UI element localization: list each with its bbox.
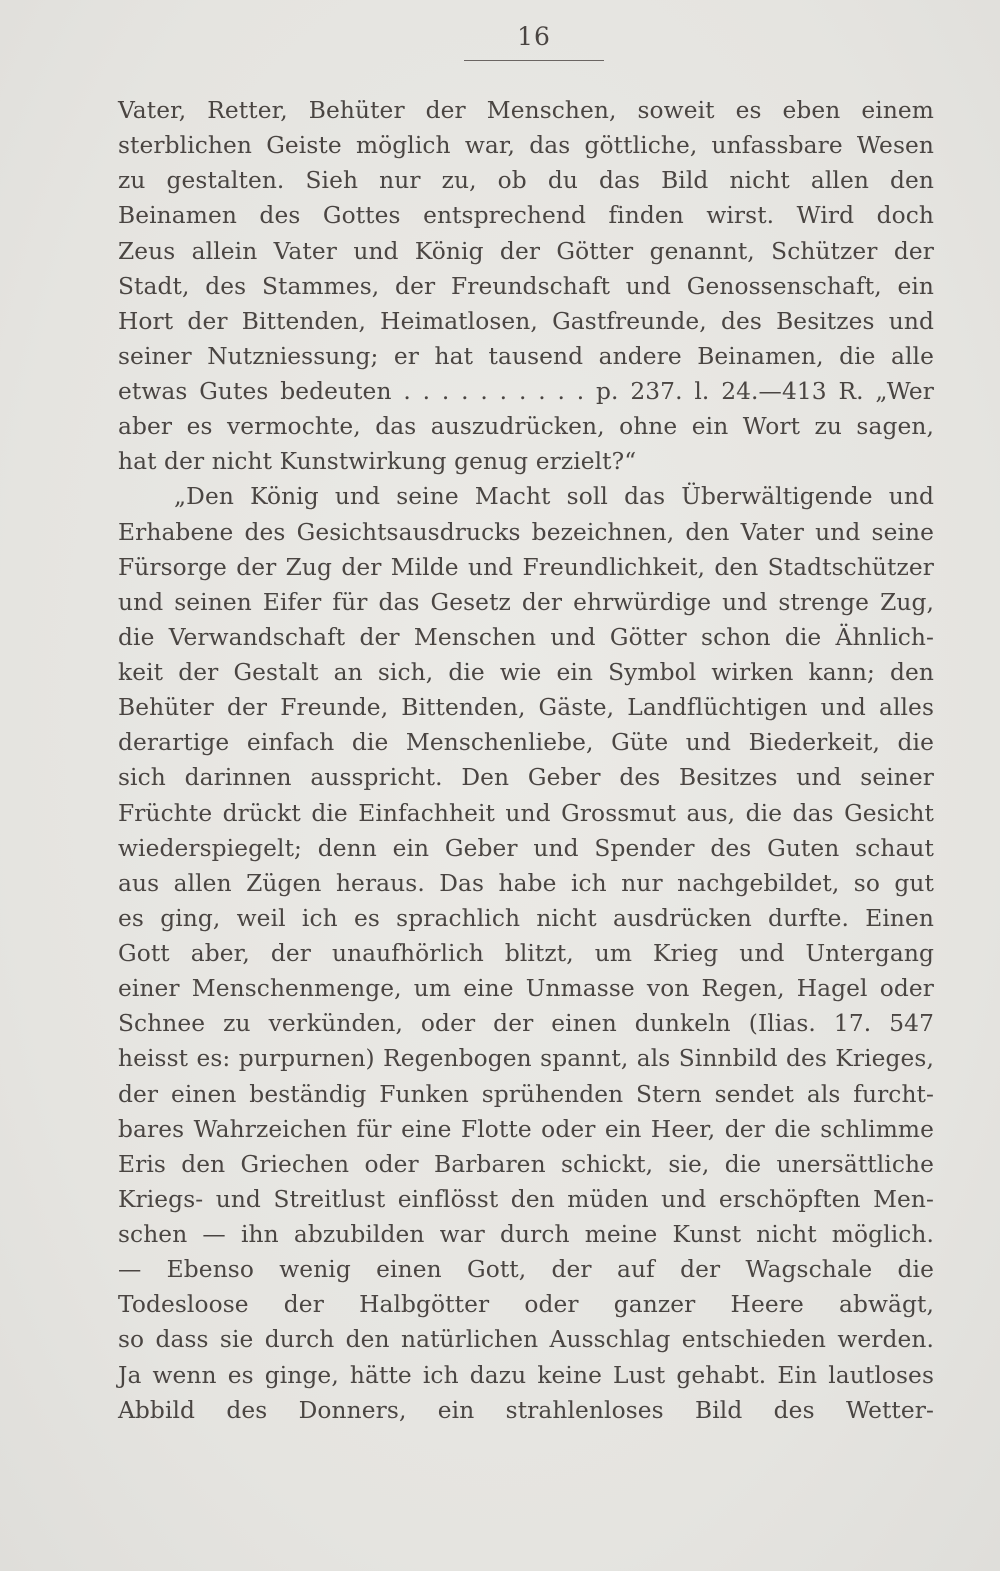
text-line: aber es vermochte, das auszudrücken, ohne ein Wort zu sagen, xyxy=(118,413,934,441)
text-line: Gott aber, der unaufhörlich blitzt, um Krieg und Untergang xyxy=(118,940,934,967)
text-line: die Verwandschaft der Menschen und Götter schon die Ähnlich- xyxy=(118,623,934,651)
text-line: der einen beständig Funken sprühenden Stern sendet als furcht- xyxy=(118,1080,934,1108)
text-line: sterblichen Geiste möglich war, das göttliche, unfassbare Wesen xyxy=(118,132,934,160)
page-number-rule xyxy=(464,60,604,61)
text-line: Vater, Retter, Behüter der Menschen, soweit es eben einem xyxy=(118,97,934,124)
text-line: Behüter der Freunde, Bittenden, Gäste, Landflüchtigen und alles xyxy=(118,694,934,722)
text-line: Ja wenn es ginge, hätte ich dazu keine Lust gehabt. Ein lautloses xyxy=(118,1361,934,1389)
text-line: Fürsorge der Zug der Milde und Freundlichkeit, den Stadtschützer xyxy=(118,553,934,581)
text-line: Eris den Griechen oder Barbaren schickt, sie, die unersättliche xyxy=(118,1150,934,1178)
text-line: hat der nicht Kunstwirkung genug erzielt?“ xyxy=(118,448,637,476)
text-line: Schnee zu verkünden, oder der einen dunkeln (Ilias. 17. 547 xyxy=(118,1010,934,1038)
text-line: seiner Nutzniessung; er hat tausend andere Beinamen, die alle xyxy=(118,342,934,370)
text-line: Hort der Bittenden, Heimatlosen, Gastfreunde, des Besitzes und xyxy=(118,307,934,335)
text-line: aus allen Zügen heraus. Das habe ich nur nachgebildet, so gut xyxy=(118,869,934,897)
text-line: so dass sie durch den natürlichen Ausschlag entschieden werden. xyxy=(118,1326,934,1354)
text-line: derartige einfach die Menschenliebe, Güte und Biederkeit, die xyxy=(118,729,934,757)
text-line: — Ebenso wenig einen Gott, der auf der Wagschale die xyxy=(118,1256,934,1284)
text-line: Früchte drückt die Einfachheit und Grossmut aus, die das Gesicht xyxy=(118,799,934,827)
text-line: Stadt, des Stammes, der Freundschaft und Genossenschaft, ein xyxy=(118,272,934,300)
text-line: Todesloose der Halbgötter oder ganzer Heere abwägt, xyxy=(118,1291,934,1319)
text-line: etwas Gutes bedeuten . . . . . . . . . . p. 237. l. 24.—413 R. „Wer xyxy=(118,378,934,405)
text-line: bares Wahrzeichen für eine Flotte oder ein Heer, der die schlimme xyxy=(118,1115,934,1143)
text-line: keit der Gestalt an sich, die wie ein Symbol wirken kann; den xyxy=(118,659,934,686)
text-line: sich darinnen ausspricht. Den Geber des Besitzes und seiner xyxy=(118,764,934,792)
text-line: wiederspiegelt; denn ein Geber und Spender des Guten schaut xyxy=(118,834,934,862)
text-line: es ging, weil ich es sprachlich nicht ausdrücken durfte. Einen xyxy=(118,904,934,932)
page-number: 16 xyxy=(517,22,551,51)
text-line: einer Menschenmenge, um eine Unmasse von Regen, Hagel oder xyxy=(118,975,934,1003)
text-line: zu gestalten. Sieh nur zu, ob du das Bild nicht allen den xyxy=(118,167,934,195)
text-line: und seinen Eifer für das Gesetz der ehrwürdige und strenge Zug, xyxy=(118,588,934,616)
text-line: Erhabene des Gesichtsausdrucks bezeichnen, den Vater und seine xyxy=(118,518,934,546)
text-line: „Den König und seine Macht soll das Überwältigende und xyxy=(174,483,934,511)
text-line: Abbild des Donners, ein strahlenloses Bild des Wetter- xyxy=(118,1396,934,1424)
text-line: Kriegs- und Streitlust einflösst den müden und erschöpften Men- xyxy=(118,1185,934,1213)
text-line: Zeus allein Vater und König der Götter genannt, Schützer der xyxy=(118,237,934,265)
text-line: Beinamen des Gottes entsprechend finden wirst. Wird doch xyxy=(118,202,934,230)
text-line: schen — ihn abzubilden war durch meine Kunst nicht möglich. xyxy=(118,1221,934,1248)
body-text xyxy=(118,93,934,1428)
text-line: heisst es: purpurnen) Regenbogen spannt, als Sinnbild des Krieges, xyxy=(118,1045,934,1073)
